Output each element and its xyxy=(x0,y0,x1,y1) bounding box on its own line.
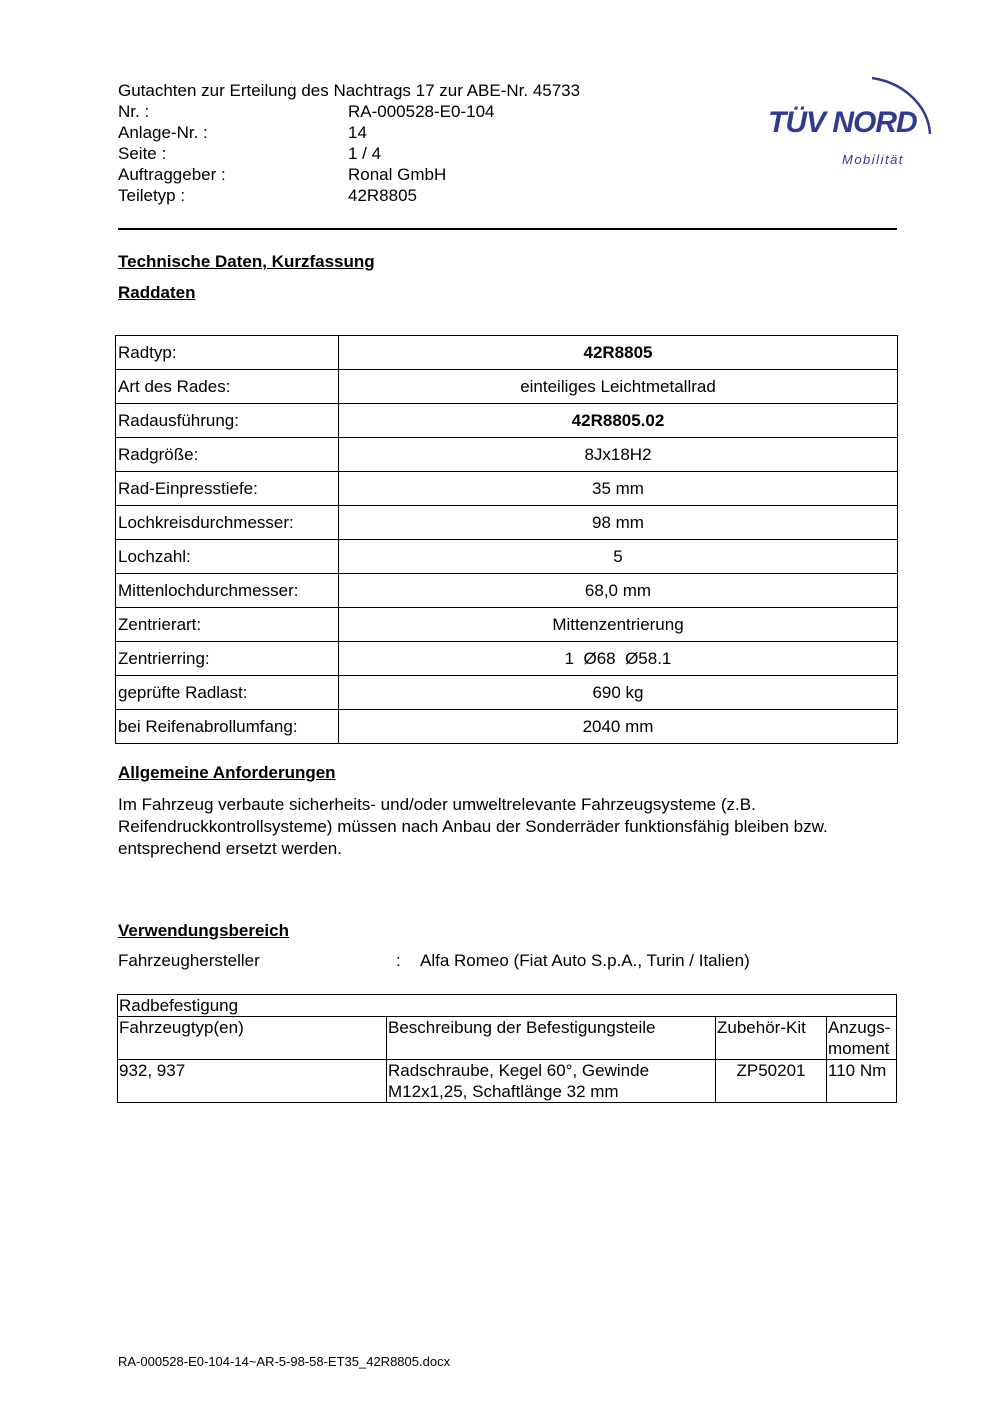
section-heading-tech: Technische Daten, Kurzfassung xyxy=(118,252,375,271)
raddaten-value: 68,0 mm xyxy=(339,574,898,608)
raddaten-label: Radtyp: xyxy=(116,336,339,370)
column-header: Beschreibung der Befestigungsteile xyxy=(387,1017,716,1060)
header-value: 1 / 4 xyxy=(348,144,382,163)
befestigung-title: Radbefestigung xyxy=(118,995,897,1017)
raddaten-value: 42R8805.02 xyxy=(339,404,898,438)
raddaten-value: einteiliges Leichtmetallrad xyxy=(339,370,898,404)
usage-value: Alfa Romeo (Fiat Auto S.p.A., Turin / Italien) xyxy=(420,951,750,970)
header-key: Teiletyp : xyxy=(118,186,186,205)
raddaten-value: 98 mm xyxy=(339,506,898,540)
raddaten-label: Radausführung: xyxy=(116,404,339,438)
raddaten-value: 690 kg xyxy=(339,676,898,710)
table-row xyxy=(116,404,898,438)
raddaten-value: 5 xyxy=(339,540,898,574)
table-row xyxy=(116,540,898,574)
table-row xyxy=(116,574,898,608)
usage-row xyxy=(118,951,750,971)
cell-anzugsmoment: 110 Nm xyxy=(827,1060,897,1103)
header-value: RA-000528-E0-104 xyxy=(348,102,495,121)
section-heading-verwendung: Verwendungsbereich xyxy=(118,921,289,940)
header-row-auftraggeber xyxy=(118,164,580,185)
table-row xyxy=(116,370,898,404)
raddaten-table xyxy=(115,335,898,744)
cell-zubehoer-kit: ZP50201 xyxy=(716,1060,827,1103)
header-key: Anlage-Nr. : xyxy=(118,123,208,142)
raddaten-label: geprüfte Radlast: xyxy=(116,676,339,710)
tuv-nord-logo xyxy=(760,56,945,176)
raddaten-value: 2040 mm xyxy=(339,710,898,744)
header-value: 14 xyxy=(348,123,367,142)
raddaten-label: Zentrierring: xyxy=(116,642,339,676)
cell-fahrzeugtyp: 932, 937 xyxy=(118,1060,387,1103)
raddaten-value: 42R8805 xyxy=(339,336,898,370)
header-value: Ronal GmbH xyxy=(348,165,447,184)
table-row xyxy=(116,472,898,506)
column-header: Fahrzeugtyp(en) xyxy=(118,1017,387,1060)
header-divider xyxy=(118,228,897,230)
raddaten-label: Rad-Einpresstiefe: xyxy=(116,472,339,506)
raddaten-label: Radgröße: xyxy=(116,438,339,472)
table-row xyxy=(116,710,898,744)
table-row xyxy=(116,506,898,540)
raddaten-label: Lochkreisdurchmesser: xyxy=(116,506,339,540)
section-heading-allgemein: Allgemeine Anforderungen xyxy=(118,763,336,782)
header-row-nr xyxy=(118,101,580,122)
logo-wordmark: TÜV NORD xyxy=(768,106,917,139)
document-header xyxy=(118,80,580,206)
column-header: Anzugs- moment xyxy=(827,1017,897,1060)
header-row-seite xyxy=(118,143,580,164)
raddaten-value: 8Jx18H2 xyxy=(339,438,898,472)
table-row xyxy=(116,676,898,710)
logo-subtitle: Mobilität xyxy=(842,152,904,167)
raddaten-label: bei Reifenabrollumfang: xyxy=(116,710,339,744)
raddaten-label: Art des Rades: xyxy=(116,370,339,404)
header-title: Gutachten zur Erteilung des Nachtrags 17 zur ABE-Nr. 45733 xyxy=(118,81,581,100)
usage-separator: : xyxy=(396,951,401,970)
cell-beschreibung: Radschraube, Kegel 60°, Gewinde M12x1,25, Schaftlänge 32 mm xyxy=(387,1060,716,1103)
raddaten-label: Zentrierart: xyxy=(116,608,339,642)
header-key: Auftraggeber : xyxy=(118,165,226,184)
befestigung-header-row xyxy=(118,1017,897,1060)
header-row-anlage xyxy=(118,122,580,143)
table-row xyxy=(116,608,898,642)
column-header: Zubehör-Kit xyxy=(716,1017,827,1060)
header-key: Seite : xyxy=(118,144,167,163)
table-row xyxy=(118,1060,897,1103)
header-key: Nr. : xyxy=(118,102,150,121)
allgemein-paragraph: Im Fahrzeug verbaute sicherheits- und/oder umweltrelevante Fahrzeugsysteme (z.B. Reifendruckkontrollsysteme) müssen nach Anbau der Sonderräder funktionsfähig bleiben bzw. entsprechend ersetzt werden. xyxy=(118,795,828,858)
footer-filename: RA-000528-E0-104-14~AR-5-98-58-ET35_42R8805.docx xyxy=(118,1354,451,1369)
usage-key: Fahrzeughersteller xyxy=(118,951,260,970)
header-row-teiletyp xyxy=(118,185,580,206)
raddaten-label: Mittenlochdurchmesser: xyxy=(116,574,339,608)
befestigung-table xyxy=(117,994,897,1103)
table-row xyxy=(116,642,898,676)
raddaten-value: 1 Ø68 Ø58.1 xyxy=(339,642,898,676)
header-value: 42R8805 xyxy=(348,186,418,205)
raddaten-label: Lochzahl: xyxy=(116,540,339,574)
raddaten-value: Mittenzentrierung xyxy=(339,608,898,642)
section-heading-raddaten: Raddaten xyxy=(118,283,196,302)
table-row xyxy=(116,336,898,370)
raddaten-value: 35 mm xyxy=(339,472,898,506)
table-row xyxy=(116,438,898,472)
befestigung-title-row xyxy=(118,995,897,1017)
